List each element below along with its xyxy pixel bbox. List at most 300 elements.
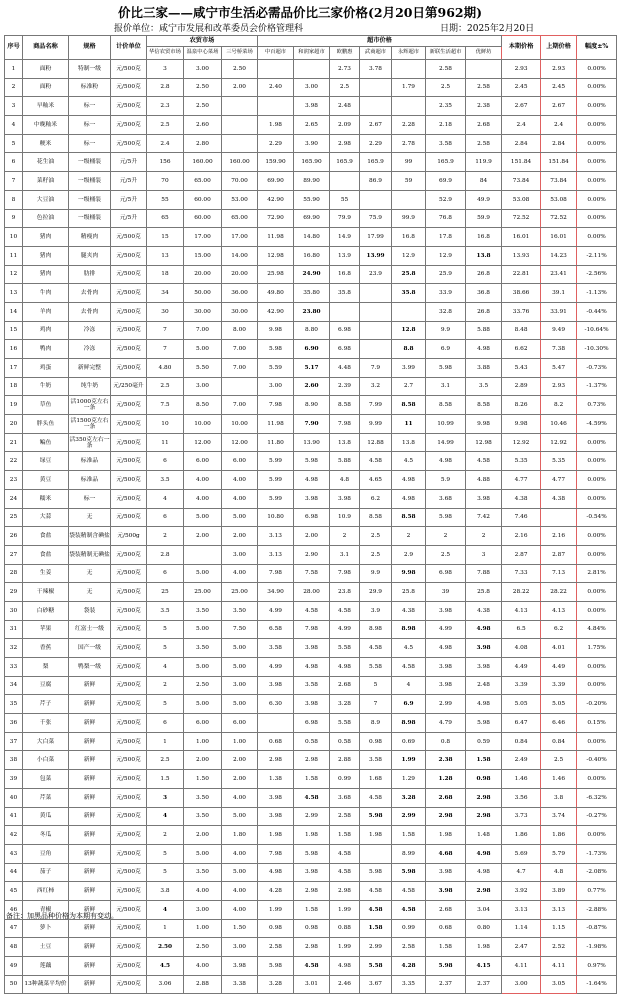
cell-supermarket-price: 9.98 bbox=[466, 415, 502, 434]
cell-supermarket-price: 76.8 bbox=[426, 209, 466, 228]
cell-supermarket-price: 7.58 bbox=[294, 564, 330, 583]
cell-previous-price: 7.38 bbox=[541, 340, 577, 359]
cell-supermarket-price: 1.99 bbox=[330, 938, 360, 957]
cell-market-price: 1.5 bbox=[147, 770, 184, 789]
cell-supermarket-price: 75.9 bbox=[360, 209, 392, 228]
cell-supermarket-price: 165.9 bbox=[426, 153, 466, 172]
cell-previous-price: 3.8 bbox=[541, 788, 577, 807]
cell-supermarket-price: 10.9 bbox=[330, 508, 360, 527]
cell-previous-price bbox=[541, 508, 577, 527]
cell-supermarket-price: 12.9 bbox=[426, 246, 466, 265]
cell-supermarket-price: 2.58 bbox=[330, 807, 360, 826]
cell-unit: 元/500克 bbox=[111, 116, 147, 135]
cell-previous-price: 7.13 bbox=[541, 564, 577, 583]
cell-seq: 40 bbox=[5, 788, 23, 807]
cell-unit: 元/250毫升 bbox=[111, 377, 147, 396]
cell-seq: 15 bbox=[5, 321, 23, 340]
cell-current-price: 3.00 bbox=[502, 975, 541, 994]
cell-supermarket-price: 16.80 bbox=[294, 246, 330, 265]
cell-unit: 元/500克 bbox=[111, 302, 147, 321]
cell-market-price: 2.8 bbox=[147, 545, 184, 564]
cell-seq: 17 bbox=[5, 359, 23, 378]
cell-item-name: 猪肉 bbox=[23, 228, 69, 247]
cell-supermarket-price: 8.99 bbox=[392, 844, 426, 863]
cell-supermarket-price: 4.48 bbox=[330, 359, 360, 378]
cell-change: 0.00% bbox=[577, 676, 617, 695]
cell-supermarket-price: 4.58 bbox=[360, 882, 392, 901]
cell-market-price: 7 bbox=[147, 340, 184, 359]
header-supermarket: 中百超市 bbox=[258, 47, 294, 60]
cell-unit: 元/500克 bbox=[111, 844, 147, 863]
cell-current-price: 2.67 bbox=[502, 97, 541, 116]
cell-spec: 红富士一级 bbox=[69, 620, 111, 639]
cell-supermarket-price: 3.98 bbox=[258, 788, 294, 807]
cell-market-price: 3.00 bbox=[184, 377, 222, 396]
cell-market-price: 3.00 bbox=[222, 545, 258, 564]
cell-supermarket-price: 12.88 bbox=[360, 433, 392, 452]
cell-market-price bbox=[222, 134, 258, 153]
cell-supermarket-price: 0.68 bbox=[426, 919, 466, 938]
cell-supermarket-price: 3.98 bbox=[426, 676, 466, 695]
cell-supermarket-price: 2.68 bbox=[426, 788, 466, 807]
cell-spec: 新鲜 bbox=[69, 676, 111, 695]
cell-supermarket-price bbox=[392, 302, 426, 321]
cell-market-price: 1.50 bbox=[184, 770, 222, 789]
cell-market-price: 4.00 bbox=[184, 957, 222, 976]
cell-change: 4.84% bbox=[577, 620, 617, 639]
cell-previous-price: 6.46 bbox=[541, 714, 577, 733]
cell-market-price: 4 bbox=[147, 658, 184, 677]
cell-unit: 元/500克 bbox=[111, 228, 147, 247]
header-market: 三号桥菜场 bbox=[222, 47, 258, 60]
header-supermarket: 欧鹏惠 bbox=[330, 47, 360, 60]
cell-unit: 元/500克 bbox=[111, 452, 147, 471]
cell-market-price: 2.50 bbox=[222, 60, 258, 79]
cell-market-price: 10.00 bbox=[222, 415, 258, 434]
cell-market-price: 3.98 bbox=[222, 957, 258, 976]
cell-seq: 21 bbox=[5, 433, 23, 452]
cell-supermarket-price: 5.98 bbox=[294, 452, 330, 471]
cell-supermarket-price: 3.98 bbox=[426, 658, 466, 677]
cell-supermarket-price: 4.58 bbox=[294, 601, 330, 620]
cell-supermarket-price: 8.58 bbox=[392, 508, 426, 527]
table-row bbox=[5, 732, 617, 751]
table-row bbox=[5, 134, 617, 153]
cell-spec: 精瘦肉 bbox=[69, 228, 111, 247]
cell-supermarket-price: 2.58 bbox=[426, 60, 466, 79]
cell-spec: 一级桶装 bbox=[69, 209, 111, 228]
cell-supermarket-price: 2.99 bbox=[426, 695, 466, 714]
cell-spec: 新鲜 bbox=[69, 919, 111, 938]
cell-previous-price: 8.2 bbox=[541, 396, 577, 415]
cell-current-price: 3.73 bbox=[502, 807, 541, 826]
cell-supermarket-price: 7.98 bbox=[294, 620, 330, 639]
cell-item-name: 食盐 bbox=[23, 527, 69, 546]
cell-market-price: 2 bbox=[147, 527, 184, 546]
cell-supermarket-price: 4.98 bbox=[330, 957, 360, 976]
table-row bbox=[5, 265, 617, 284]
cell-market-price: 7.00 bbox=[222, 396, 258, 415]
cell-unit: 元/500克 bbox=[111, 957, 147, 976]
cell-supermarket-price: 3.98 bbox=[466, 658, 502, 677]
cell-supermarket-price: 4.65 bbox=[360, 471, 392, 490]
cell-seq: 23 bbox=[5, 471, 23, 490]
page-title: 价比三家——咸宁市生活必需品价比三家价格(2月20日第962期) bbox=[117, 5, 482, 20]
cell-market-price: 1 bbox=[147, 732, 184, 751]
cell-supermarket-price: 55 bbox=[330, 190, 360, 209]
cell-supermarket-price: 3.98 bbox=[294, 695, 330, 714]
table-row bbox=[5, 676, 617, 695]
cell-spec: 新鲜 bbox=[69, 751, 111, 770]
table-row bbox=[5, 975, 617, 994]
header-spec: 规格 bbox=[69, 36, 111, 60]
cell-market-price: 5.00 bbox=[184, 340, 222, 359]
cell-supermarket-price: 2.98 bbox=[294, 938, 330, 957]
cell-supermarket-price: 2.5 bbox=[360, 527, 392, 546]
cell-supermarket-price: 14.9 bbox=[330, 228, 360, 247]
cell-supermarket-price: 0.59 bbox=[466, 732, 502, 751]
cell-supermarket-price: 1.98 bbox=[360, 826, 392, 845]
cell-market-price: 2.8 bbox=[147, 78, 184, 97]
cell-current-price: 12.92 bbox=[502, 433, 541, 452]
cell-supermarket-price: 8.98 bbox=[392, 714, 426, 733]
cell-supermarket-price: 26.8 bbox=[466, 302, 502, 321]
cell-item-name: 黄瓜 bbox=[23, 807, 69, 826]
cell-item-name: 色拉油 bbox=[23, 209, 69, 228]
table-row bbox=[5, 60, 617, 79]
cell-supermarket-price: 3.04 bbox=[466, 900, 502, 919]
cell-supermarket-price: 1.28 bbox=[426, 770, 466, 789]
cell-change: -0.87% bbox=[577, 919, 617, 938]
cell-supermarket-price: 2.7 bbox=[392, 377, 426, 396]
cell-item-name: 豆角 bbox=[23, 844, 69, 863]
cell-current-price: 5.43 bbox=[502, 359, 541, 378]
cell-market-price: 7.50 bbox=[222, 620, 258, 639]
cell-supermarket-price: 33.9 bbox=[426, 284, 466, 303]
cell-supermarket-price: 2.09 bbox=[330, 116, 360, 135]
cell-unit: 元/500克 bbox=[111, 676, 147, 695]
cell-supermarket-price bbox=[392, 60, 426, 79]
cell-item-name: 茄子 bbox=[23, 863, 69, 882]
cell-change: -1.13% bbox=[577, 284, 617, 303]
cell-change: 0.00% bbox=[577, 452, 617, 471]
cell-change: 0.00% bbox=[577, 489, 617, 508]
cell-supermarket-price: 2.58 bbox=[466, 78, 502, 97]
cell-change: -0.54% bbox=[577, 508, 617, 527]
cell-market-price: 7.00 bbox=[184, 321, 222, 340]
cell-current-price: 3.92 bbox=[502, 882, 541, 901]
cell-supermarket-price bbox=[330, 302, 360, 321]
cell-market-price: 20.00 bbox=[222, 265, 258, 284]
cell-supermarket-price: 5.88 bbox=[330, 452, 360, 471]
cell-seq: 12 bbox=[5, 265, 23, 284]
cell-previous-price: 2.67 bbox=[541, 97, 577, 116]
cell-supermarket-price bbox=[360, 844, 392, 863]
cell-supermarket-price: 3.58 bbox=[258, 639, 294, 658]
cell-supermarket-price: 42.90 bbox=[258, 302, 294, 321]
cell-supermarket-price: 7.98 bbox=[330, 564, 360, 583]
cell-item-name: 苹果 bbox=[23, 620, 69, 639]
cell-previous-price: 5.05 bbox=[541, 695, 577, 714]
table-row bbox=[5, 788, 617, 807]
cell-item-name: 羊肉 bbox=[23, 302, 69, 321]
cell-supermarket-price: 5.17 bbox=[294, 359, 330, 378]
cell-market-price: 5.00 bbox=[184, 620, 222, 639]
cell-supermarket-price: 6.98 bbox=[330, 340, 360, 359]
cell-supermarket-price: 2.98 bbox=[426, 807, 466, 826]
cell-item-name: 芹菜 bbox=[23, 788, 69, 807]
cell-market-price: 3.50 bbox=[184, 639, 222, 658]
cell-supermarket-price: 3.98 bbox=[426, 863, 466, 882]
cell-supermarket-price: 59 bbox=[392, 172, 426, 191]
cell-previous-price: 4.8 bbox=[541, 863, 577, 882]
cell-supermarket-price: 3.2 bbox=[360, 377, 392, 396]
cell-supermarket-price: 3.98 bbox=[466, 489, 502, 508]
cell-change: -1.98% bbox=[577, 938, 617, 957]
cell-spec: 标准粉 bbox=[69, 78, 111, 97]
cell-unit: 元/500克 bbox=[111, 583, 147, 602]
header-current-price: 本期价格 bbox=[502, 36, 541, 60]
cell-unit: 元/500克 bbox=[111, 826, 147, 845]
cell-supermarket-price: 3.58 bbox=[360, 751, 392, 770]
cell-supermarket-price: 2.98 bbox=[294, 882, 330, 901]
cell-seq: 20 bbox=[5, 415, 23, 434]
cell-spec: 袋装 bbox=[69, 601, 111, 620]
cell-supermarket-price bbox=[392, 97, 426, 116]
cell-market-price: 7.5 bbox=[147, 396, 184, 415]
cell-supermarket-price: 0.99 bbox=[330, 770, 360, 789]
cell-supermarket-price: 4.5 bbox=[392, 452, 426, 471]
cell-supermarket-price: 5.98 bbox=[426, 508, 466, 527]
cell-market-price bbox=[222, 377, 258, 396]
cell-market-price: 34 bbox=[147, 284, 184, 303]
cell-seq: 41 bbox=[5, 807, 23, 826]
cell-supermarket-price: 165.90 bbox=[294, 153, 330, 172]
cell-change: -0.44% bbox=[577, 302, 617, 321]
footnote: 备注：加黑品种价格为本期有变动。 bbox=[6, 912, 118, 920]
cell-supermarket-price: 5 bbox=[360, 676, 392, 695]
header-supermarket: 新联生活超市 bbox=[426, 47, 466, 60]
cell-supermarket-price: 8.9 bbox=[360, 714, 392, 733]
cell-current-price: 2.47 bbox=[502, 938, 541, 957]
cell-supermarket-price: 14.80 bbox=[294, 228, 330, 247]
cell-supermarket-price: 2.58 bbox=[466, 134, 502, 153]
table-row bbox=[5, 583, 617, 602]
cell-change: 0.00% bbox=[577, 658, 617, 677]
cell-market-price: 7.00 bbox=[222, 340, 258, 359]
cell-seq: 2 bbox=[5, 78, 23, 97]
table-row bbox=[5, 658, 617, 677]
cell-market-price: 6 bbox=[147, 564, 184, 583]
cell-market-price: 10.00 bbox=[184, 415, 222, 434]
cell-item-name: 花生油 bbox=[23, 153, 69, 172]
cell-market-price: 2 bbox=[147, 676, 184, 695]
cell-supermarket-price: 7.99 bbox=[360, 396, 392, 415]
cell-market-price: 25 bbox=[147, 583, 184, 602]
cell-market-price: 15 bbox=[147, 228, 184, 247]
header-change: 幅度±% bbox=[577, 36, 617, 60]
cell-seq: 18 bbox=[5, 377, 23, 396]
cell-current-price: 2.84 bbox=[502, 134, 541, 153]
cell-current-price: 2.93 bbox=[502, 60, 541, 79]
cell-item-name: 萝卜 bbox=[23, 919, 69, 938]
cell-change: -1.64% bbox=[577, 975, 617, 994]
cell-spec: 一级桶装 bbox=[69, 172, 111, 191]
cell-previous-price: 4.13 bbox=[541, 601, 577, 620]
cell-supermarket-price: 9.9 bbox=[360, 564, 392, 583]
cell-supermarket-price: 23.8 bbox=[330, 583, 360, 602]
table-row bbox=[5, 564, 617, 583]
cell-market-price: 5 bbox=[147, 863, 184, 882]
cell-seq: 30 bbox=[5, 601, 23, 620]
cell-current-price: 6.5 bbox=[502, 620, 541, 639]
cell-supermarket-price: 12.98 bbox=[466, 433, 502, 452]
cell-unit: 元/500克 bbox=[111, 246, 147, 265]
cell-supermarket-price: 3.98 bbox=[258, 676, 294, 695]
cell-supermarket-price: 35.80 bbox=[294, 284, 330, 303]
cell-seq: 4 bbox=[5, 116, 23, 135]
cell-spec: 冷冻 bbox=[69, 321, 111, 340]
cell-unit: 元/500克 bbox=[111, 433, 147, 452]
cell-unit: 元/500克 bbox=[111, 732, 147, 751]
cell-item-name: 包菜 bbox=[23, 770, 69, 789]
cell-current-price: 4.7 bbox=[502, 863, 541, 882]
cell-previous-price: 5.35 bbox=[541, 452, 577, 471]
cell-supermarket-price: 159.90 bbox=[258, 153, 294, 172]
cell-market-price: 3.38 bbox=[222, 975, 258, 994]
cell-market-price: 4.00 bbox=[222, 471, 258, 490]
cell-supermarket-price: 24.90 bbox=[294, 265, 330, 284]
cell-market-price: 3.8 bbox=[147, 882, 184, 901]
cell-item-name: 粳米 bbox=[23, 134, 69, 153]
cell-spec: 新鲜 bbox=[69, 844, 111, 863]
cell-supermarket-price: 4.38 bbox=[466, 601, 502, 620]
cell-supermarket-price: 4.98 bbox=[330, 658, 360, 677]
cell-supermarket-price: 4.58 bbox=[330, 601, 360, 620]
cell-seq: 33 bbox=[5, 658, 23, 677]
cell-seq: 9 bbox=[5, 209, 23, 228]
cell-supermarket-price: 4.98 bbox=[466, 844, 502, 863]
price-table bbox=[4, 35, 617, 994]
cell-supermarket-price: 3.58 bbox=[426, 134, 466, 153]
cell-seq: 3 bbox=[5, 97, 23, 116]
table-row bbox=[5, 957, 617, 976]
cell-supermarket-price: 3.13 bbox=[258, 545, 294, 564]
cell-market-price: 5 bbox=[147, 620, 184, 639]
cell-supermarket-price: 4.58 bbox=[294, 957, 330, 976]
cell-current-price: 2.16 bbox=[502, 527, 541, 546]
cell-supermarket-price: 9.99 bbox=[360, 415, 392, 434]
cell-market-price: 5 bbox=[147, 695, 184, 714]
cell-market-price: 12.00 bbox=[222, 433, 258, 452]
cell-unit: 元/500g bbox=[111, 527, 147, 546]
table-row bbox=[5, 938, 617, 957]
cell-market-price: 2.50 bbox=[184, 938, 222, 957]
cell-item-name: 猪肉 bbox=[23, 265, 69, 284]
cell-seq: 19 bbox=[5, 396, 23, 415]
cell-market-price: 6.00 bbox=[184, 452, 222, 471]
cell-spec: 袋装精制含碘盐 bbox=[69, 527, 111, 546]
cell-current-price: 2.49 bbox=[502, 751, 541, 770]
table-row bbox=[5, 882, 617, 901]
cell-supermarket-price: 3.88 bbox=[466, 359, 502, 378]
cell-market-price: 160.00 bbox=[184, 153, 222, 172]
cell-supermarket-price: 1.99 bbox=[258, 900, 294, 919]
cell-market-price: 2.00 bbox=[184, 751, 222, 770]
cell-unit: 元/500克 bbox=[111, 78, 147, 97]
table-row bbox=[5, 620, 617, 639]
cell-unit: 元/500克 bbox=[111, 396, 147, 415]
cell-supermarket-price: 23.80 bbox=[294, 302, 330, 321]
cell-spec: 无 bbox=[69, 508, 111, 527]
cell-item-name: 小白菜 bbox=[23, 751, 69, 770]
cell-market-price: 2.00 bbox=[184, 826, 222, 845]
cell-unit: 元/500克 bbox=[111, 639, 147, 658]
cell-supermarket-price: 29.9 bbox=[360, 583, 392, 602]
cell-supermarket-price: 6.98 bbox=[330, 321, 360, 340]
cell-spec: 标准品 bbox=[69, 471, 111, 490]
cell-spec: 标一 bbox=[69, 97, 111, 116]
cell-supermarket-price: 4.99 bbox=[330, 620, 360, 639]
cell-supermarket-price: 8.80 bbox=[294, 321, 330, 340]
cell-supermarket-price: 25.98 bbox=[258, 265, 294, 284]
cell-market-price: 5.00 bbox=[184, 658, 222, 677]
cell-market-price: 36.00 bbox=[222, 284, 258, 303]
cell-spec: 标一 bbox=[69, 134, 111, 153]
cell-supermarket-price: 2.28 bbox=[392, 116, 426, 135]
cell-item-name: 鸡肉 bbox=[23, 321, 69, 340]
cell-supermarket-price: 0.69 bbox=[392, 732, 426, 751]
cell-change: -10.30% bbox=[577, 340, 617, 359]
cell-current-price: 4.49 bbox=[502, 658, 541, 677]
cell-market-price: 5.00 bbox=[184, 564, 222, 583]
cell-supermarket-price: 2.98 bbox=[466, 788, 502, 807]
cell-supermarket-price: 11.98 bbox=[258, 415, 294, 434]
cell-seq: 16 bbox=[5, 340, 23, 359]
cell-change: 0.00% bbox=[577, 153, 617, 172]
cell-supermarket-price: 8.58 bbox=[360, 508, 392, 527]
cell-market-price: 1.50 bbox=[222, 919, 258, 938]
cell-supermarket-price: 3.58 bbox=[294, 676, 330, 695]
cell-spec: 标一 bbox=[69, 116, 111, 135]
cell-market-price: 5.00 bbox=[184, 695, 222, 714]
cell-supermarket-price: 2.99 bbox=[360, 938, 392, 957]
cell-unit: 元/500克 bbox=[111, 134, 147, 153]
cell-change: 1.75% bbox=[577, 639, 617, 658]
cell-unit: 元/500克 bbox=[111, 321, 147, 340]
report-meta bbox=[0, 21, 600, 35]
cell-market-price: 1.80 bbox=[222, 826, 258, 845]
cell-market-price: 2.50 bbox=[184, 676, 222, 695]
cell-previous-price: 73.84 bbox=[541, 172, 577, 191]
cell-supermarket-price: 25.8 bbox=[392, 583, 426, 602]
cell-supermarket-price: 59.9 bbox=[466, 209, 502, 228]
cell-previous-price: 1.15 bbox=[541, 919, 577, 938]
cell-market-price: 60.00 bbox=[184, 209, 222, 228]
cell-unit: 元/500克 bbox=[111, 938, 147, 957]
cell-item-name: 糯米 bbox=[23, 489, 69, 508]
header-supermarket: 武商超市 bbox=[360, 47, 392, 60]
cell-supermarket-price: 13.9 bbox=[330, 246, 360, 265]
cell-unit: 元/500克 bbox=[111, 359, 147, 378]
cell-supermarket-price: 5.98 bbox=[258, 957, 294, 976]
cell-market-price: 156 bbox=[147, 153, 184, 172]
cell-supermarket-price: 12.9 bbox=[392, 246, 426, 265]
cell-change: -4.59% bbox=[577, 415, 617, 434]
header-name: 商品名称 bbox=[23, 36, 69, 60]
cell-supermarket-price: 35.8 bbox=[392, 284, 426, 303]
cell-seq: 25 bbox=[5, 508, 23, 527]
